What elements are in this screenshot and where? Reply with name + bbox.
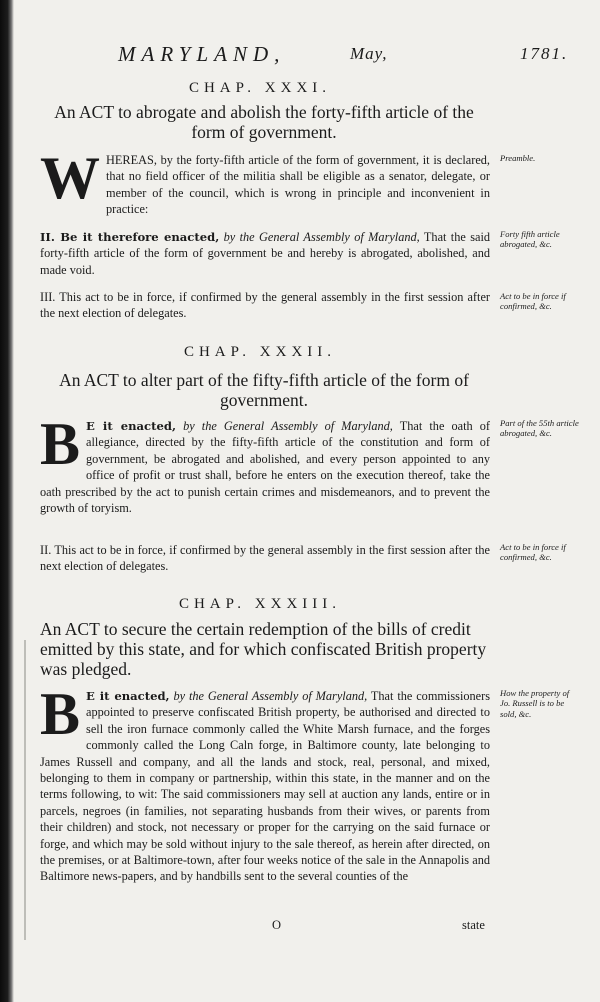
section-paragraph: III. This act to be in force, if confirmed by the general assembly in the first session after the next election of delegates.	[40, 290, 490, 321]
chapter-heading: CHAP. XXXII.	[183, 344, 337, 360]
margin-note: Forty fifth article abrogated, &c.	[500, 229, 560, 250]
margin-note: How the property of Jo. Russell is to be sold, &c.	[500, 688, 570, 719]
binding-shadow	[0, 0, 14, 1002]
act-title: An ACT to alter part of the fifty-fifth article of the form of government.	[59, 370, 469, 410]
act-title: An ACT to secure the certain redemption of the bills of credit emitted by this state, and for which confiscated British property was pledged.	[40, 619, 487, 679]
preamble-paragraph	[40, 145, 490, 218]
section-paragraph	[40, 229, 490, 278]
act-title: An ACT to abrogate and abolish the forty-fifth article of the form of government.	[54, 102, 474, 142]
margin-note: Act to be in force if confirmed, &c.	[500, 291, 566, 312]
section-lead: II. Be it therefore enacted,	[40, 230, 220, 244]
margin-note: Preamble.	[500, 153, 536, 163]
section-paragraph	[40, 411, 491, 516]
chapter-heading: CHAP. XXXI.	[188, 80, 332, 96]
catchword: state	[462, 918, 485, 932]
section-paragraph: II. This act to be in force, if confirmed by the general assembly in the first session after the next election of delegates.	[40, 543, 490, 574]
signature-mark: O	[272, 918, 282, 932]
section-text: That the commissioners appointed to preserve confiscated British property, be authorised and directed to sell the iron furnace commonly called the White Marsh furnace, and the forges commonly called the Long Caln forge, in Baltimore county, late belonging to James Russell and company, and all the lands and stock, real, personal, and mixed, belonging to them in company or partnership, within this state, in the manner and on the terms following, to wit: The said commissioners may sell at auction any lands, entire or in parcels, negroes (in families, not separating husbands from their wives, or parents from their children) and stock, not necessary or proper for the carrying on the said furnace or forge, and which may be sold without injury to the sale thereof, as herein after directed, on the premises, or at Baltimore-town, after four weeks notice of the sale in the Annapolis and Baltimore news-papers, and by handbills sent to the several counties of the	[40, 689, 491, 884]
margin-rule	[24, 640, 26, 940]
drop-cap: B	[40, 411, 81, 477]
enacting-clause: by the General Assembly of Maryland,	[183, 419, 393, 433]
running-head-state: MARYLAND,	[118, 42, 286, 66]
running-head-year: 1781.	[520, 44, 569, 63]
enacting-clause: by the General Assembly of Maryland,	[173, 689, 368, 703]
drop-cap: W	[40, 145, 100, 211]
margin-note: Part of the 55th article abrogated, &c.	[500, 418, 579, 439]
section-paragraph	[40, 681, 491, 885]
preamble-text: HEREAS, by the forty-fifth article of the form of government, it is declared, that no field officer of the militia shall be eligible as a senator, delegate, or member of the council, which is wrong in principle and inconvenient in practice:	[106, 153, 490, 217]
drop-cap: B	[40, 681, 81, 747]
section-lead: E it enacted,	[86, 689, 170, 703]
chapter-heading: CHAP. XXXIII.	[178, 596, 342, 612]
section-lead: E it enacted,	[86, 419, 176, 433]
section-text: That the oath of allegiance, directed by the fifty-fifth article of the constitution and form of government, be abrogated and abolished, and every person appointed to any office of profit or trust shall, before he enters on the execution thereof, take the oath prescribed by the act to punish certain crimes and misdemeanors, and to prevent the growth of toryism.	[40, 419, 491, 516]
margin-note: Act to be in force if confirmed, &c.	[500, 542, 566, 563]
running-head-month: May,	[350, 44, 388, 63]
enacting-clause: by the General Assembly of Maryland,	[223, 230, 420, 244]
section-text: That the said forty-fifth article of the form of government be and hereby is abrogated, abolished, and made void.	[40, 230, 491, 277]
running-head	[0, 42, 600, 68]
